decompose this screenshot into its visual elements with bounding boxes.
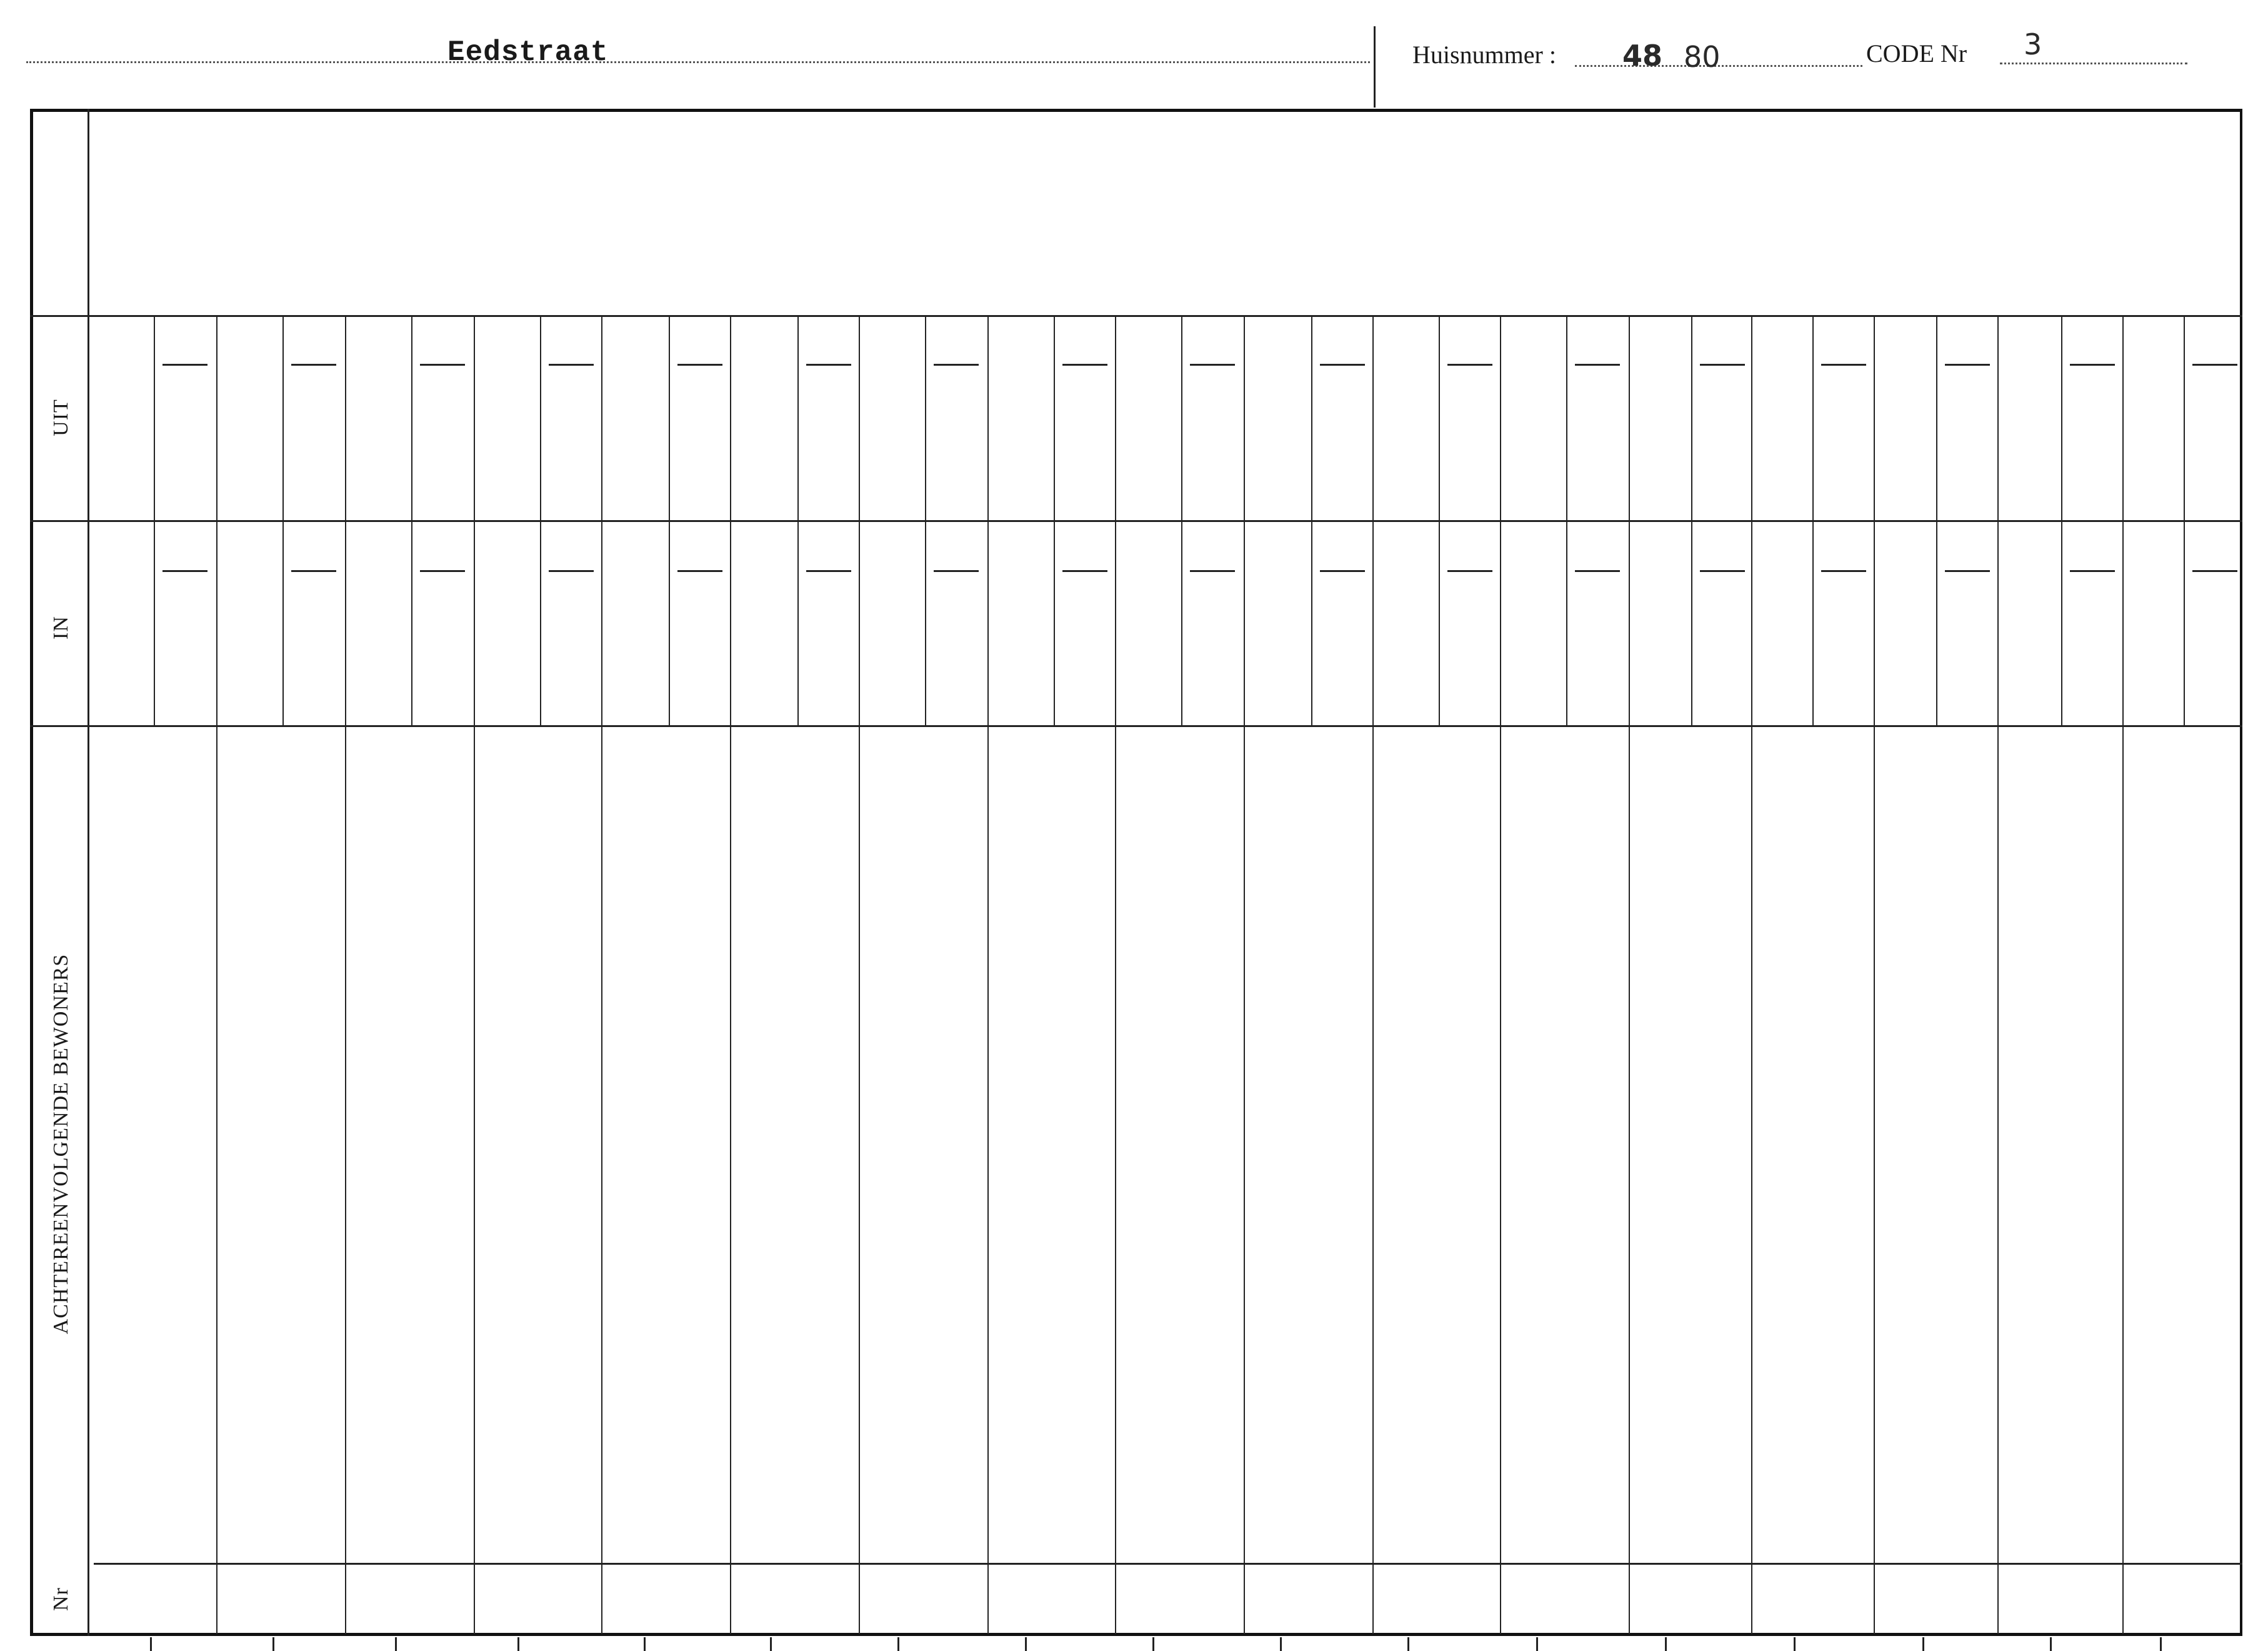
in-dash: [2192, 570, 2237, 572]
uit-subdivider: [1936, 316, 1937, 520]
in-dash: [1190, 570, 1235, 572]
uit-dash: [549, 364, 594, 366]
uit-subdivider: [282, 316, 284, 520]
column-divider: [216, 315, 217, 1634]
in-subdivider: [1691, 521, 1692, 725]
bottom-tick: [897, 1637, 899, 1651]
uit-subdivider: [1054, 316, 1055, 520]
in-row-label: IN: [49, 616, 72, 640]
in-subdivider: [925, 521, 926, 725]
in-subdivider: [282, 521, 284, 725]
code-value: 3: [2024, 28, 2042, 61]
code-dotted-line: [2000, 63, 2187, 64]
uit-subdivider: [540, 316, 541, 520]
in-dash: [162, 570, 207, 572]
uit-row-label: UIT: [49, 399, 72, 436]
frame-top: [30, 109, 2242, 112]
uit-subdivider: [797, 316, 799, 520]
column-divider: [1244, 315, 1245, 1634]
bottom-tick: [1922, 1637, 1924, 1651]
column-divider: [1997, 315, 1999, 1634]
uit-subdivider: [411, 316, 412, 520]
column-divider: [987, 315, 989, 1634]
nr-row-label: Nr: [49, 1587, 72, 1611]
in-dash: [1447, 570, 1492, 572]
in-subdivider: [2061, 521, 2062, 725]
in-dash: [1945, 570, 1990, 572]
uit-subdivider: [2061, 316, 2062, 520]
house-number-value: 48: [1622, 39, 1663, 73]
in-dash: [549, 570, 594, 572]
in-subdivider: [1936, 521, 1937, 725]
uit-subdivider: [1691, 316, 1692, 520]
bottom-tick: [1407, 1637, 1409, 1651]
uit-dash: [1320, 364, 1365, 366]
in-dash: [1821, 570, 1866, 572]
uit-subdivider: [1181, 316, 1182, 520]
in-dash: [806, 570, 851, 572]
bottom-tick: [1152, 1637, 1154, 1651]
column-divider: [2122, 315, 2124, 1634]
uit-dash: [2192, 364, 2237, 366]
column-divider: [1372, 315, 1374, 1634]
bottom-tick: [2160, 1637, 2162, 1651]
row-divider-in-residents: [30, 725, 2242, 727]
street-dotted-line: [26, 61, 1370, 63]
in-dash: [934, 570, 979, 572]
bottom-tick: [150, 1637, 152, 1651]
uit-dash: [1575, 364, 1620, 366]
header-divider: [1374, 26, 1376, 108]
uit-subdivider: [1439, 316, 1440, 520]
house-number-label: Huisnummer :: [1412, 41, 1556, 69]
column-divider: [859, 315, 860, 1634]
bottom-tick: [1665, 1637, 1667, 1651]
column-divider: [1629, 315, 1630, 1634]
bottom-tick: [395, 1637, 397, 1651]
bottom-tick: [1280, 1637, 1282, 1651]
label-column-divider: [87, 109, 89, 1636]
column-divider: [1500, 315, 1501, 1634]
frame-bottom: [30, 1633, 2242, 1636]
in-subdivider: [1311, 521, 1312, 725]
in-subdivider: [1181, 521, 1182, 725]
in-subdivider: [669, 521, 670, 725]
uit-dash: [1447, 364, 1492, 366]
in-dash: [1700, 570, 1745, 572]
residents-row-label: ACHTEREENVOLGENDE BEWONERS: [49, 953, 72, 1335]
frame-left: [30, 109, 33, 1636]
uit-dash: [1945, 364, 1990, 366]
bottom-tick: [1794, 1637, 1796, 1651]
uit-subdivider: [2184, 316, 2185, 520]
in-dash: [677, 570, 722, 572]
in-dash: [291, 570, 336, 572]
column-divider: [345, 315, 346, 1634]
in-dash: [2070, 570, 2115, 572]
column-divider: [601, 315, 602, 1634]
uit-dash: [1190, 364, 1235, 366]
code-label: CODE Nr: [1866, 39, 1967, 68]
bottom-tick: [1536, 1637, 1538, 1651]
column-divider: [1115, 315, 1116, 1634]
bottom-tick: [644, 1637, 646, 1651]
in-subdivider: [797, 521, 799, 725]
in-subdivider: [411, 521, 412, 725]
uit-subdivider: [154, 316, 155, 520]
in-subdivider: [1054, 521, 1055, 725]
column-divider: [1874, 315, 1875, 1634]
house-number-extra: 80: [1684, 40, 1721, 74]
in-subdivider: [1439, 521, 1440, 725]
bottom-tick: [2050, 1637, 2052, 1651]
bottom-tick: [770, 1637, 772, 1651]
uit-dash: [291, 364, 336, 366]
in-dash: [1062, 570, 1107, 572]
bottom-tick: [272, 1637, 274, 1651]
in-dash: [1575, 570, 1620, 572]
uit-subdivider: [1812, 316, 1814, 520]
column-divider: [474, 315, 475, 1634]
column-divider: [1751, 315, 1752, 1634]
street-name: Eedstraat: [447, 36, 609, 69]
uit-dash: [806, 364, 851, 366]
in-dash: [1320, 570, 1365, 572]
uit-dash: [1821, 364, 1866, 366]
in-subdivider: [540, 521, 541, 725]
in-subdivider: [2184, 521, 2185, 725]
uit-subdivider: [1311, 316, 1312, 520]
in-dash: [420, 570, 465, 572]
uit-dash: [420, 364, 465, 366]
column-divider: [730, 315, 731, 1634]
uit-subdivider: [1566, 316, 1567, 520]
in-subdivider: [1812, 521, 1814, 725]
bottom-tick: [517, 1637, 519, 1651]
in-subdivider: [1566, 521, 1567, 725]
uit-dash: [1062, 364, 1107, 366]
uit-dash: [1700, 364, 1745, 366]
bottom-tick: [1025, 1637, 1027, 1651]
uit-dash: [677, 364, 722, 366]
uit-dash: [934, 364, 979, 366]
uit-dash: [2070, 364, 2115, 366]
row-divider-top: [30, 315, 2242, 317]
row-divider-uit-in: [30, 520, 2242, 522]
uit-subdivider: [669, 316, 670, 520]
in-subdivider: [154, 521, 155, 725]
uit-dash: [162, 364, 207, 366]
frame-right: [2240, 109, 2242, 1636]
row-divider-residents-nr: [94, 1563, 2242, 1565]
uit-subdivider: [925, 316, 926, 520]
